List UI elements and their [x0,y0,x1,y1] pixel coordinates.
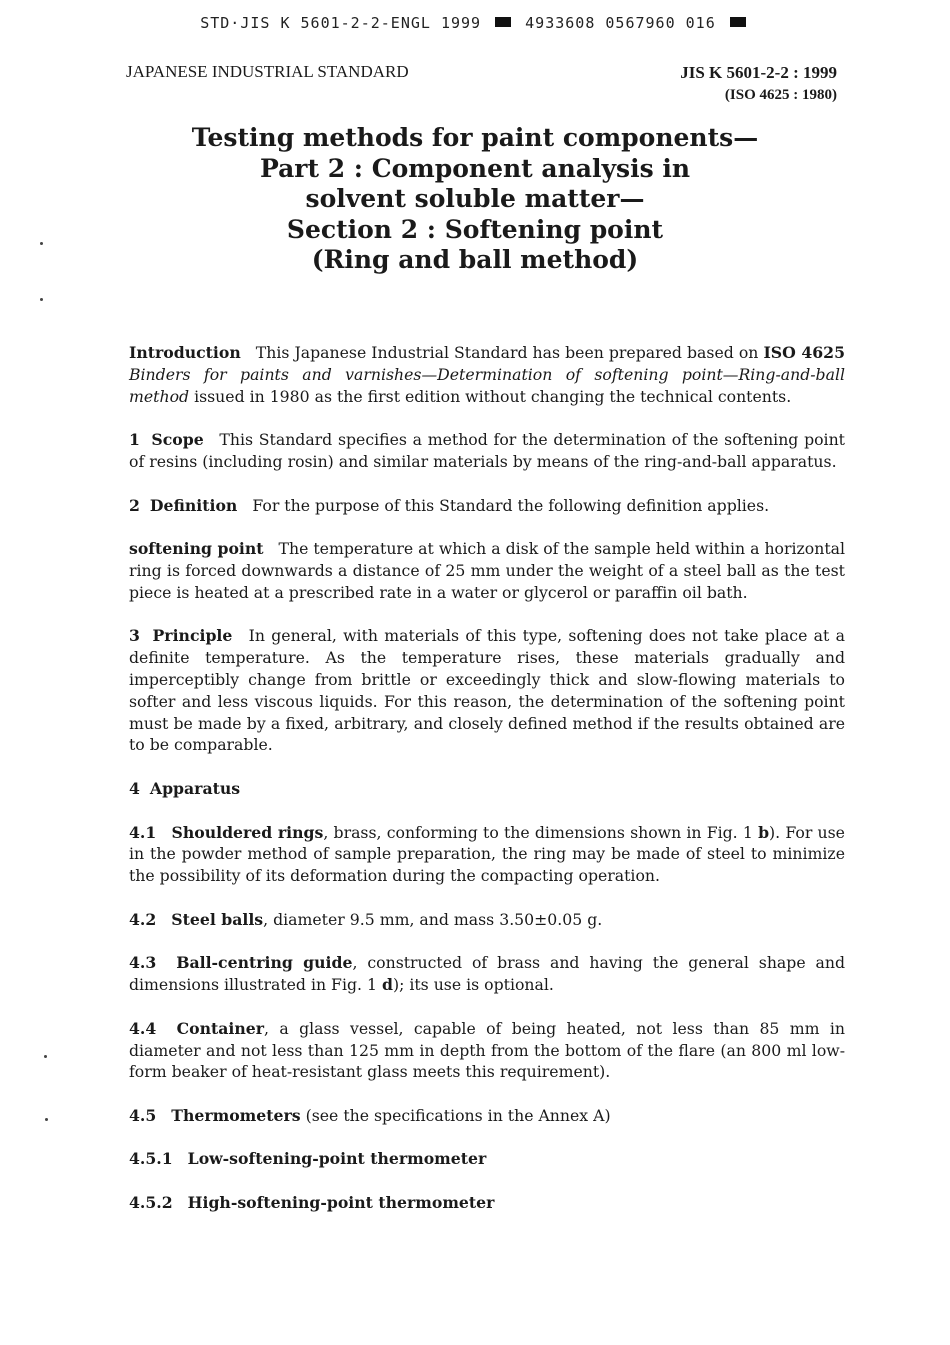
title-line: Section 2 : Softening point [286,214,664,244]
title-line: (Ring and ball method) [311,245,639,274]
scan-header-line [0,14,950,32]
principle-section [129,625,845,756]
subsection-number: 4.4 [129,1018,157,1038]
intro-label: Introduction [129,343,241,362]
section-text: For the purpose of this Standard the following definition applies. [252,495,770,515]
section-text: In general, with materials of this type, softening does not take place at a definite temperature. As the temperature rises, these materials gradually and imperceptibly change from brittle or exceedingly thick and slow-flowing materials to softer and less viscous liquids. For this reason, the determination of the softening point must be made by a fixed, arbitrary, and closely defined method if the results obtained are to be comparable. [129,626,845,755]
scan-code-right: 4933608 0567960 016 [525,14,716,32]
scan-code-left: STD·JIS K 5601-2-2-ENGL 1999 [200,14,482,32]
subsection-text-end: ); its use is optional. [392,975,554,995]
subsection-heading: Low-softening-point thermometer [187,1149,487,1169]
title-line: solvent soluble matter— [305,184,645,213]
section-number: 3 [129,626,140,646]
standard-code: JIS K 5601-2-2 : 1999 [680,63,837,82]
subsection-4-1 [129,822,845,887]
subsection-number: 4.1 [129,822,157,842]
scope-section [129,429,845,473]
document-title [0,123,950,276]
iso-number: ISO 4625 [763,343,845,362]
intro-text-end: issued in 1980 as the first edition without changing the technical contents. [194,386,792,406]
subsection-heading: Shouldered rings [171,822,324,842]
figure-ref: d [381,975,393,995]
iso-reference: (ISO 4625 : 1980) [724,87,837,103]
subsection-4-5-2 [129,1192,845,1214]
term-label: softening point [129,539,264,559]
scan-speck [40,242,43,245]
section-text: This Standard specifies a method for the determination of the softening point of resins (including rosin) and similar materials by means of the ring-and-ball apparatus. [129,430,845,471]
standard-name: JAPANESE INDUSTRIAL STANDARD [126,62,409,81]
subsection-heading: Steel balls [171,909,264,929]
intro-text: This Japanese Industrial Standard has been prepared based on [255,343,759,362]
section-heading: Scope [151,430,204,450]
title-line: Part 2 : Component analysis in [259,153,691,183]
black-block-mark [730,17,746,27]
black-block-mark [495,17,511,27]
section-heading: Apparatus [149,778,241,798]
subsection-heading: Thermometers [171,1105,301,1125]
scan-speck [45,1118,48,1121]
subsection-number: 4.5.2 [129,1193,173,1213]
subsection-text: (see the specifications in the Annex A) [305,1105,611,1125]
subsection-4-5 [129,1105,845,1127]
definition-section [129,495,845,517]
section-heading: Principle [152,626,233,646]
title-line: Testing methods for paint components— [191,123,759,152]
subsection-text: , a glass vessel, capable of being heated, not less than 85 mm in diameter and not less than 125 mm in depth from the bottom of the flare (an 800 ml low-form beaker of heat-resistant glass meets this requirement). [129,1018,845,1082]
subsection-text: , diameter 9.5 mm, and mass 3.50±0.05 g. [263,909,603,929]
section-heading: Definition [149,495,238,515]
figure-ref: b [758,822,770,842]
section-number: 4 [129,778,140,798]
softening-point-definition [129,538,845,603]
subsection-4-2 [129,909,845,931]
subsection-heading: Container [176,1018,265,1038]
subsection-number: 4.5.1 [129,1149,173,1169]
subsection-text: , constructed of brass and having the general shape and dimensions illustrated in Fig. 1 [129,953,845,995]
section-number: 1 [129,430,140,450]
document-body [129,342,845,1236]
subsection-4-5-1 [129,1148,845,1170]
iso-title: Binders for paints and varnishes—Determination of softening point—Ring-and-ball method [129,364,845,406]
subsection-4-4 [129,1018,845,1083]
subsection-number: 4.3 [129,953,157,973]
introduction-paragraph [129,342,845,407]
standard-code-block [680,62,837,106]
scan-speck [40,298,43,301]
subsection-text: , brass, conforming to the dimensions shown in Fig. 1 [323,822,753,842]
subsection-heading: Ball-centring guide [176,953,353,973]
subsection-heading: High-softening-point thermometer [187,1193,495,1213]
subsection-number: 4.5 [129,1105,157,1125]
section-number: 2 [129,495,140,515]
subsection-number: 4.2 [129,909,157,929]
scan-speck [44,1055,47,1058]
subsection-text-end: ). For use in the powder method of sample preparation, the ring may be made of steel to minimize the possibility of its deformation during the compacting operation. [129,822,845,886]
term-text: The temperature at which a disk of the sample held within a horizontal ring is forced downwards a distance of 25 mm under the weight of a steel ball as the test piece is heated at a prescribed rate in a water or glycerol or paraffin oil bath. [129,539,846,602]
subsection-4-3 [129,952,845,996]
apparatus-heading [129,778,845,800]
